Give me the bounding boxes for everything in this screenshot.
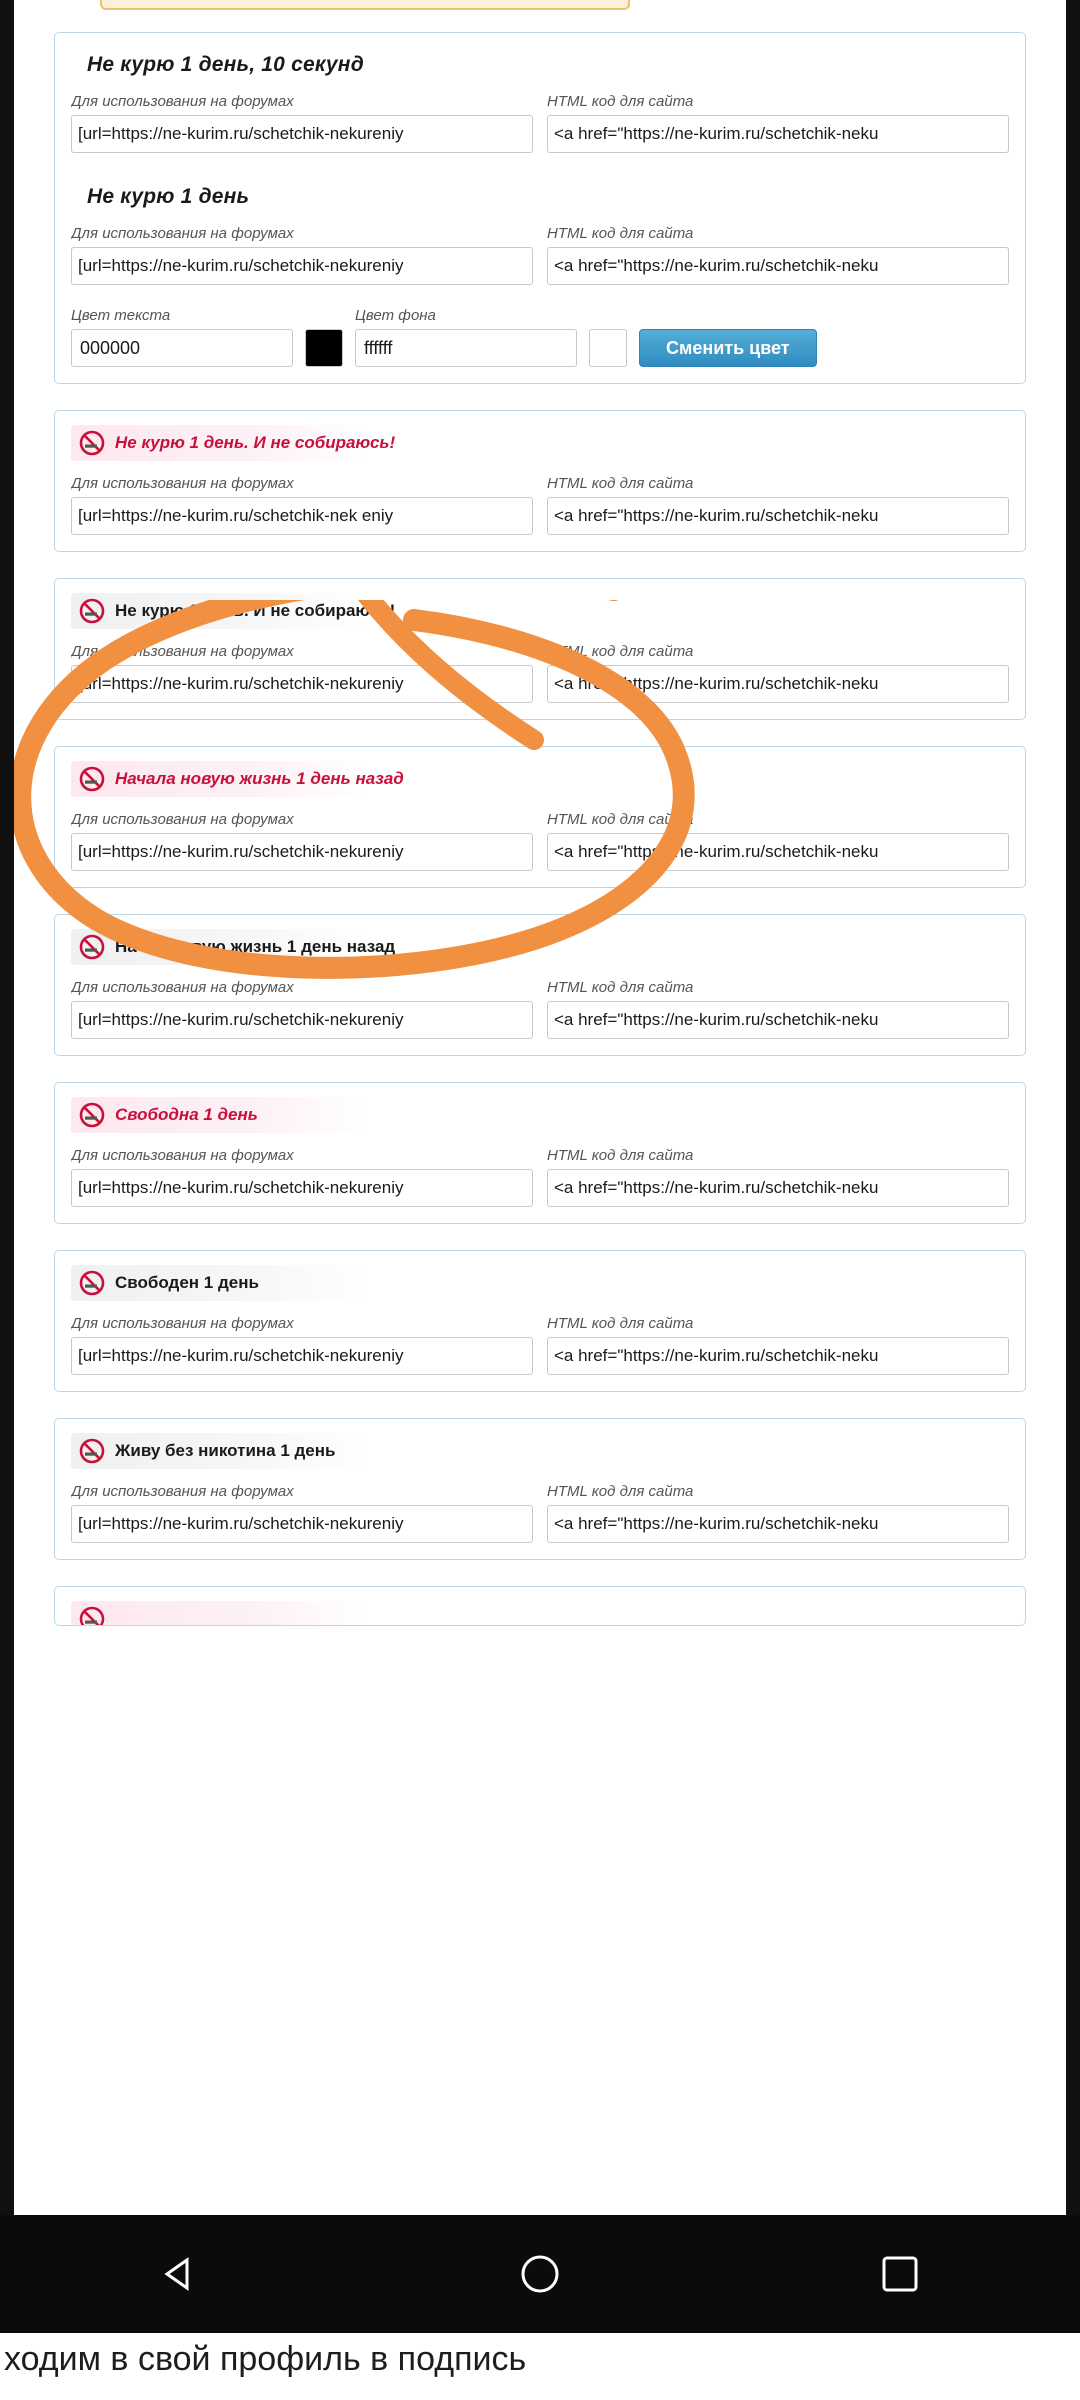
signature-card [54,746,1026,888]
html-field-label: HTML код для сайта [547,1147,694,1164]
bg-color-input[interactable]: ffffff [355,329,577,367]
signature-title: Не курю 1 день [87,185,250,208]
html-code-input[interactable]: <a href="https://ne-kurim.ru/schetchik-neku [547,115,1009,153]
no-smoking-icon [79,1102,105,1128]
forum-field-label: Для использования на форумах [71,1483,294,1500]
field-row [71,1147,1009,1207]
no-smoking-icon [79,934,105,960]
forum-field-label: Для использования на форумах [71,643,294,660]
field-row [71,811,1009,871]
html-field-group [547,979,1009,1039]
html-field-label: HTML код для сайта [547,1483,694,1500]
signature-card-partial [54,1586,1026,1626]
signature-card [54,578,1026,720]
signature-text: Начал новую жизнь 1 день назад [115,937,396,956]
bg-color-group [355,307,577,367]
html-code-input[interactable]: <a href="https://ne-kurim.ru/schetchik-neku [547,1001,1009,1039]
html-field-group [547,1315,1009,1375]
field-row [71,643,1009,703]
forum-field-label: Для использования на форумах [71,475,294,492]
change-color-button[interactable]: Сменить цвет [639,329,817,367]
bottom-caption: ходим в свой профиль в подпись [4,2340,527,2378]
forum-field-group [71,979,533,1039]
field-row [71,1315,1009,1375]
signature-card [54,410,1026,552]
field-row [71,475,1009,535]
signature-banner [71,929,396,965]
forum-code-input[interactable]: [url=https://ne-kurim.ru/schetchik-nekureniy [71,1505,533,1543]
forum-field-label: Для использования на форумах [71,1315,294,1332]
forum-field-group [71,1483,533,1543]
no-smoking-icon [79,1438,105,1464]
signature-text: Не курю 1 день. И не собираюсь! [115,433,396,452]
no-smoking-icon [79,598,105,624]
html-field-label: HTML код для сайта [547,979,694,996]
signature-card [54,914,1026,1056]
forum-code-input[interactable]: [url=https://ne-kurim.ru/schetchik-nekureniy [71,1169,533,1207]
field-row [71,1483,1009,1543]
bg-color-swatch[interactable] [589,329,627,367]
forum-code-input[interactable]: [url=https://ne-kurim.ru/schetchik-nekureniy [71,665,533,703]
html-field-label: HTML код для сайта [547,1315,694,1332]
forum-field-group [71,811,533,871]
signature-text: Не курю 1 день. И не собираюсь! [115,601,396,620]
forum-field-label: Для использования на форумах [71,225,294,242]
signature-text: Живу без никотина 1 день [115,1441,336,1460]
signature-card [54,1418,1026,1560]
no-smoking-icon [79,1606,105,1626]
color-form [71,307,1009,367]
forum-field-label: Для использования на форумах [71,811,294,828]
forum-field-group [71,475,533,535]
forum-field-group [71,1315,533,1375]
signature-banner [71,1097,371,1133]
forum-code-input[interactable]: [url=https://ne-kurim.ru/schetchik-nekureniy [71,1337,533,1375]
signature-card [54,32,1026,384]
signature-banner [71,1265,371,1301]
home-icon[interactable] [513,2247,567,2301]
forum-field-label: Для использования на форумах [71,1147,294,1164]
forum-code-input[interactable]: [url=https://ne-kurim.ru/schetchik-nekureniy [71,833,533,871]
field-row [71,225,1009,285]
right-gutter [1066,0,1080,2400]
forum-code-input[interactable]: [url=https://ne-kurim.ru/schetchik-nekureniy [71,115,533,153]
html-code-input[interactable]: <a href="https://ne-kurim.ru/schetchik-neku [547,1169,1009,1207]
forum-code-input[interactable]: [url=https://ne-kurim.ru/schetchik-nekureniy [71,247,533,285]
text-color-label: Цвет текста [71,307,171,324]
no-smoking-icon [79,1270,105,1296]
html-field-group [547,93,1009,153]
html-field-label: HTML код для сайта [547,225,694,242]
html-code-input[interactable]: <a href="https://ne-kurim.ru/schetchik-neku [547,247,1009,285]
signature-title: Не курю 1 день, 10 секунд [87,53,364,76]
html-field-label: HTML код для сайта [547,643,694,660]
html-field-group [547,225,1009,285]
android-navigation-bar [0,2215,1080,2333]
text-color-group [71,307,293,367]
signature-card [54,1082,1026,1224]
signature-banner [71,1601,371,1626]
no-smoking-icon [79,430,105,456]
signature-card-list [14,32,1066,1652]
forum-field-group [71,643,533,703]
signature-banner [71,761,404,797]
forum-field-label: Для использования на форумах [71,93,294,110]
signature-text: Начала новую жизнь 1 день назад [115,769,404,788]
no-smoking-icon [79,766,105,792]
html-field-group [547,643,1009,703]
signature-text: Свободна 1 день [115,1105,258,1124]
html-field-label: HTML код для сайта [547,93,694,110]
back-icon[interactable] [153,2247,207,2301]
top-notice-banner [100,0,630,10]
text-color-input[interactable]: 000000 [71,329,293,367]
html-code-input[interactable]: <a href="https://ne-kurim.ru/schetchik-neku [547,1505,1009,1543]
signature-banner [71,425,396,461]
signature-banner [71,1433,371,1469]
bg-color-label: Цвет фона [355,307,436,324]
html-field-group [547,1147,1009,1207]
forum-field-label: Для использования на форумах [71,979,294,996]
forum-field-group [71,93,533,153]
forum-code-input[interactable]: [url=https://ne-kurim.ru/schetchik-nek eniy [71,497,533,535]
signature-text: Свободен 1 день [115,1273,259,1292]
html-field-group [547,1483,1009,1543]
left-gutter [0,0,14,2400]
html-code-input[interactable]: <a href="https://ne-kurim.ru/schetchik-neku [547,1337,1009,1375]
forum-code-input[interactable]: [url=https://ne-kurim.ru/schetchik-nekureniy [71,1001,533,1039]
page-content [14,0,1066,2215]
html-code-input[interactable]: <a href="https://ne-kurim.ru/schetchik-neku [547,497,1009,535]
field-row [71,979,1009,1039]
forum-field-group [71,1147,533,1207]
recents-icon[interactable] [873,2247,927,2301]
html-field-group [547,811,1009,871]
forum-field-group [71,225,533,285]
html-field-group [547,475,1009,535]
html-code-input[interactable]: <a href="https://ne-kurim.ru/schetchik-neku [547,665,1009,703]
text-color-swatch[interactable] [305,329,343,367]
html-field-label: HTML код для сайта [547,475,694,492]
signature-card [54,1250,1026,1392]
signature-banner [71,593,396,629]
field-row [71,93,1009,153]
html-code-input[interactable]: <a href="https://ne-kurim.ru/schetchik-neku [547,833,1009,871]
html-field-label: HTML код для сайта [547,811,694,828]
